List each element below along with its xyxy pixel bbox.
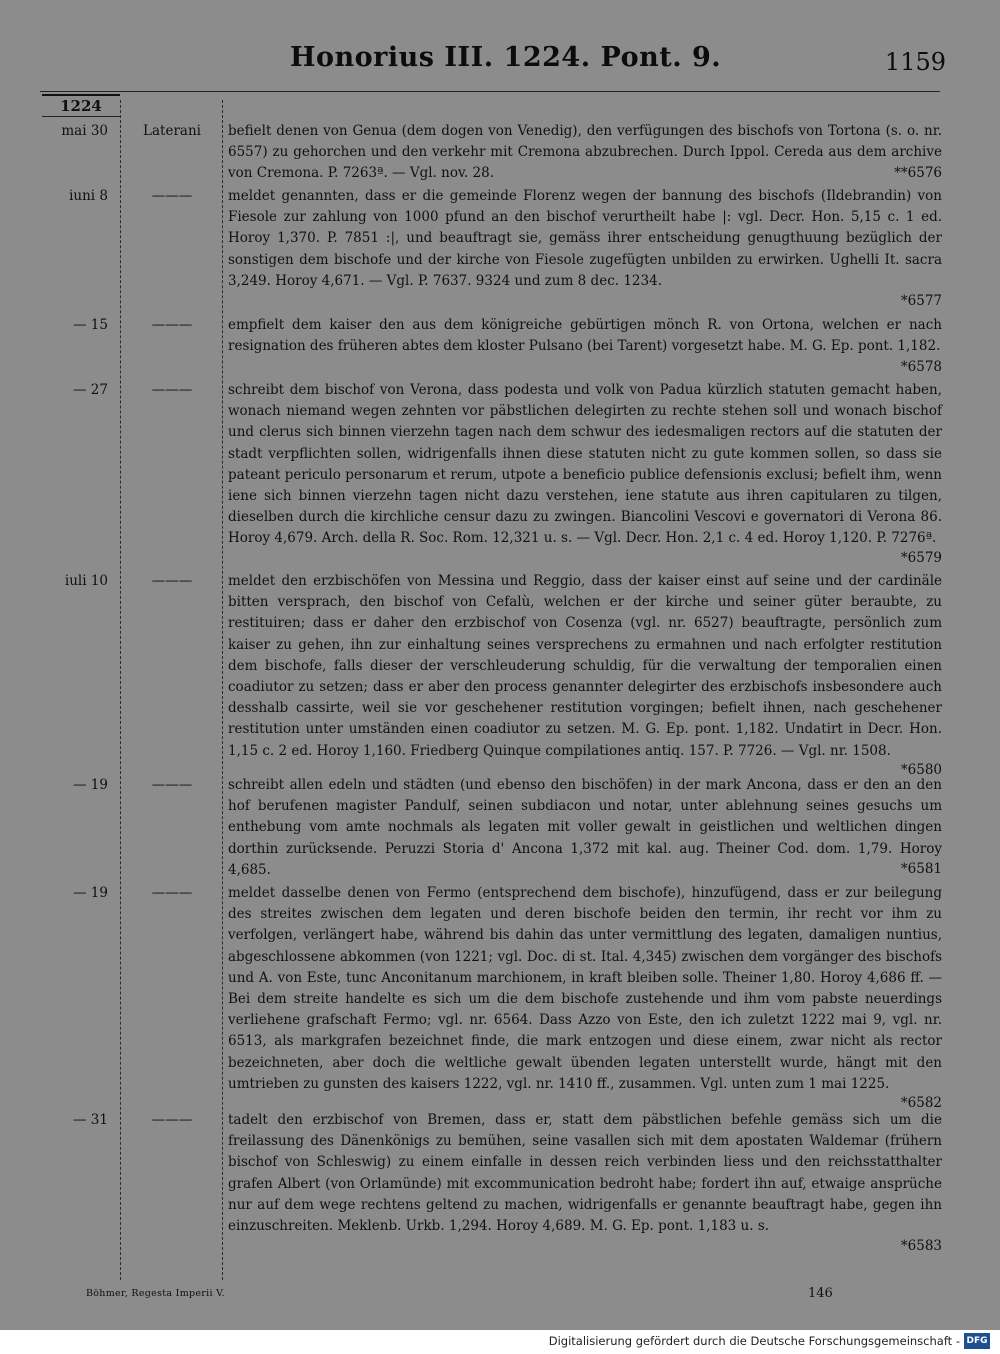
entry-date: iuni 8 xyxy=(69,188,108,204)
entry-place: ——— xyxy=(151,317,193,333)
entry-number: *6580 xyxy=(900,762,942,778)
entry-number: **6576 xyxy=(894,165,942,181)
entry-place: ——— xyxy=(151,573,193,589)
entry-number: *6578 xyxy=(900,359,942,375)
entry-number: *6577 xyxy=(900,293,942,309)
dfg-logo-icon: DFG xyxy=(964,1333,990,1349)
funding-text: Digitalisierung gefördert durch die Deutsche Forschungsgemeinschaft - xyxy=(548,1334,960,1348)
page-title: Honorius III. 1224. Pont. 9. xyxy=(290,42,722,73)
entry-number: *6581 xyxy=(900,861,942,877)
header-rule xyxy=(40,91,940,92)
entry-place: ——— xyxy=(151,382,193,398)
entry-date: — 15 xyxy=(73,317,108,333)
entry-text: meldet dasselbe denen von Fermo (entsprechend dem bischofe), hinzufügend, dass er zur beilegung des streites zwischen dem legaten und deren bischofe beiden den termin, ihr recht vor ihm zu verfolgen, verlängert habe, während bis dahin das unter vermittlung des legaten, damaligen nuntius, abgeschlossene abkommen (von 1221; vgl. Doc. di st. Ital. 4,345) zwischen dem vorgänger des bischofs und A. von Este, tunc Anconitanum marchionem, in kraft bleiben solle. Theiner 1,80. Horoy 4,686 ff. — Bei dem streite handelte es sich um die dem bischofe zustehende und ihm vom pabste neuerdings verliehene grafschaft Fermo; vgl. nr. 6564. Dass Azzo von Este, den ich zuletzt 1222 mai 9, vgl. nr. 6513, als markgrafen bezeichnet finde, die mark entzogen und diese einem, zwar nicht als rector bezeichneten, aber doch die weltliche gewalt übenden legaten unterstellt wurde, hängt mit den umtrieben zu gunsten des kaisers 1222, vgl. nr. 1410 ff., zusammen. Vgl. unten zum 1 mai 1225. xyxy=(228,885,942,1092)
funding-banner xyxy=(0,1330,1000,1354)
entry-place: ——— xyxy=(151,885,193,901)
entry-date: — 27 xyxy=(73,382,108,398)
entry-text: schreibt allen edeln und städten (und ebenso den bischöfen) in der mark Ancona, dass er den an den hof berufenen magister Pandulf, seinen subdiacon und notar, unter ablehnung seines gesuchs um enthebung vom amte nochmals als legaten mit voller gewalt in geistlichen und weltlichen dingen dorthin zurücksende. Peruzzi Storia d' Ancona 1,372 mit kal. aug. Theiner Cod. dom. 1,79. Horoy 4,685. xyxy=(228,777,942,878)
entry-text: empfielt dem kaiser den aus dem königreiche gebürtigen mönch R. von Ortona, welchen er nach resignation des früheren abtes dem kloster Pulsano (bei Tarent) vorgesetzt habe. M. G. Ep. pont. 1,182. xyxy=(228,317,942,355)
column-divider-date xyxy=(120,100,121,1280)
footer-sheet-number: 146 xyxy=(808,1286,833,1301)
entry-text: schreibt dem bischof von Verona, dass podesta und volk von Padua kürzlich statuten gemacht haben, wonach niemand wegen zehnten vor päbstlichen delegirten zu rechte stehen soll und wonach bischof und clerus sich binnen vierzehn tagen nach dem schwur des iedesmaligen rectors auf die statuten der stadt verpflichten sollen, widrigenfalls ihnen diese statuten nicht zu gute kommen sollen, so dass sie pateant periculo personarum et rerum, utpote a beneficio publice defensionis exclusi; befielt ihm, wenn iene sich binnen vierzehn tagen nicht dazu verstehen, iene statute aus ihren capitularen zu tilgen, dieselben durch die kirchliche censur dazu zu zwingen. Biancolini Vescovi e governatori di Verona 86. Horoy 4,679. Arch. della R. Soc. Rom. 12,321 u. s. — Vgl. Decr. Hon. 2,1 c. 4 ed. Horoy 1,120. P. 7276ª. xyxy=(228,382,942,547)
entry-place: Laterani xyxy=(143,123,201,139)
entry-date: mai 30 xyxy=(61,123,108,139)
entry-date: iuli 10 xyxy=(64,573,108,589)
entry-number: *6582 xyxy=(900,1095,942,1111)
entry-text: tadelt den erzbischof von Bremen, dass er, statt dem päbstlichen befehle gemäss sich um die freilassung des Dänenkönigs zu bemühen, seine vasallen sich mit dem apostaten Waldemar (frühern bischof von Schleswig) zu einem einfalle in dessen reich verbinden liess und den reichsstatthalter grafen Albert (von Orlamünde) mit excommunication bedroht habe; fordert ihn auf, etwaige ansprüche nur auf dem wege rechtens geltend zu machen, widrigenfalls er genannte beauftragt habe, gegen ihn einzuschreiten. Meklenb. Urkb. 1,294. Horoy 4,689. M. G. Ep. pont. 1,183 u. s. xyxy=(228,1112,942,1235)
entry-date: — 19 xyxy=(73,885,108,901)
entry-place: ——— xyxy=(151,777,193,793)
entry-text: meldet den erzbischöfen von Messina und Reggio, dass der kaiser einst auf seine und der cardinäle bitten versprach, den bischof von Cefalù, welchen er der kirche und seiner güter beraubte, zu restituiren; dass er daher den erzbischof von Cosenza (vgl. nr. 6527) beauftragte, persönlich zum kaiser zu gehen, ihn zur einhaltung seines versprechens zu ermahnen und nach erfolgter restitution dem bischofe, falls dieser der verschleuderung schuldig, für die verwaltung der temporalien einen coadiutor zu setzen; dass er aber den process genannter delegirter des erzbischofs insbesondere auch desshalb cassirte, weil sie vor geschehener restitution vorgingen; befielt ihnen, nach geschehener restitution unter umständen einen coadiutor zu setzen. M. G. Ep. pont. 1,182. Undatirt in Decr. Hon. 1,15 c. 2 ed. Horoy 1,160. Friedberg Quinque compilationes antiq. 157. P. 7726. — Vgl. nr. 1508. xyxy=(228,573,942,759)
entry-date: — 31 xyxy=(73,1112,108,1128)
entry-text: meldet genannten, dass er die gemeinde Florenz wegen der bannung des bischofs (Ildebrandin) von Fiesole zur zahlung von 1000 pfund an den bischof verurtheilt habe |: vgl. Decr. Hon. 5,15 c. 1 ed. Horoy 1,370. P. 7851 :|, und beauftragt sie, gemäss ihrer entscheidung genugthuung bezüglich der sonstigen dem bischofe und der kirche von Fiesole zugefügten unbilden zu erwirken. Ughelli It. sacra 3,249. Horoy 4,671. — Vgl. P. 7637. 9324 und zum 8 dec. 1234. xyxy=(228,188,942,289)
entry-place: ——— xyxy=(151,188,193,204)
footer-source: Böhmer, Regesta Imperii V. xyxy=(86,1288,225,1299)
entry-number: *6579 xyxy=(900,550,942,566)
entry-place: ——— xyxy=(151,1112,193,1128)
column-divider-place xyxy=(222,100,223,1280)
year-heading: 1224 xyxy=(42,94,120,117)
entry-date: — 19 xyxy=(73,777,108,793)
entry-number: *6583 xyxy=(900,1238,942,1254)
page-number: 1159 xyxy=(884,48,946,76)
entry-text: befielt denen von Genua (dem dogen von Venedig), den verfügungen des bischofs von Tortona (s. o. nr. 6557) zu gehorchen und den verkehr mit Cremona abzubrechen. Durch Ippol. Cereda aus dem archive von Cremona. P. 7263ª. — Vgl. nov. 28. xyxy=(228,123,942,182)
